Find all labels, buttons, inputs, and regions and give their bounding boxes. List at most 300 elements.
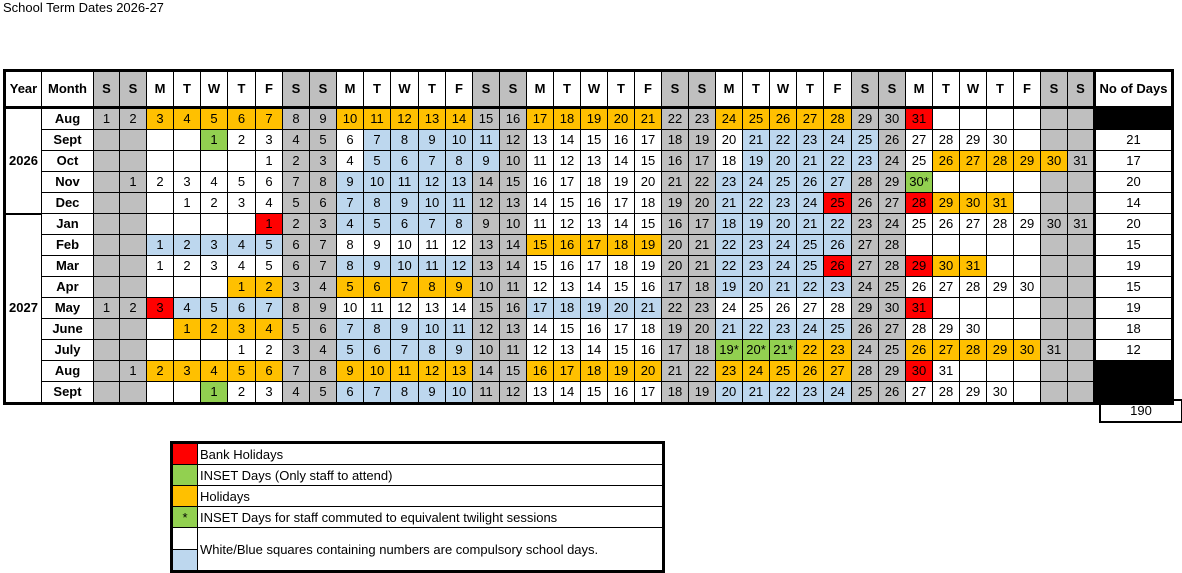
day-cell: 20 — [689, 193, 716, 214]
day-cell: 21 — [716, 319, 743, 340]
day-cell: 30 — [1041, 151, 1068, 172]
day-cell: 23 — [797, 130, 824, 151]
day-cell: 27 — [933, 340, 960, 361]
weekday-header: T — [933, 71, 960, 108]
day-cell: 5 — [256, 235, 283, 256]
day-cell: 21 — [743, 130, 770, 151]
day-cell — [1041, 298, 1068, 319]
day-cell: 21 — [797, 151, 824, 172]
month-label: Apr — [42, 277, 94, 298]
day-cell: 22 — [689, 172, 716, 193]
day-cell: 14 — [446, 298, 473, 319]
day-cell — [201, 214, 228, 235]
day-cell: 12 — [527, 340, 554, 361]
day-cell: 20 — [662, 256, 689, 277]
day-cell: 29 — [852, 108, 879, 130]
day-cell: 13 — [419, 108, 446, 130]
day-cell: 14 — [446, 108, 473, 130]
day-cell: 19 — [743, 214, 770, 235]
day-cell — [120, 319, 147, 340]
day-cell: 4 — [310, 340, 337, 361]
day-cell: 11 — [500, 340, 527, 361]
day-cell: 20 — [770, 214, 797, 235]
weekday-header: T — [743, 71, 770, 108]
month-label: May — [42, 298, 94, 319]
day-cell: 24 — [824, 382, 852, 404]
day-cell: 28 — [933, 382, 960, 404]
day-cell — [174, 340, 201, 361]
day-cell: 12 — [446, 256, 473, 277]
legend-item — [172, 443, 664, 465]
day-cell — [174, 382, 201, 404]
weekday-header: M — [337, 71, 364, 108]
day-cell: 26 — [824, 256, 852, 277]
day-cell — [1041, 172, 1068, 193]
year-label: 2026 — [5, 108, 42, 214]
weekday-header: M — [527, 71, 554, 108]
day-cell — [94, 340, 120, 361]
day-cell — [1041, 256, 1068, 277]
day-cell: 12 — [554, 214, 581, 235]
day-cell: 20 — [689, 319, 716, 340]
day-cell: 26 — [797, 361, 824, 382]
weekday-header: S — [662, 71, 689, 108]
day-cell: 30 — [960, 193, 987, 214]
day-cell: 27 — [852, 256, 879, 277]
day-cell: 17 — [608, 319, 635, 340]
day-cell: 9 — [391, 319, 419, 340]
day-cell: 27 — [797, 298, 824, 319]
day-cell: 1 — [147, 256, 174, 277]
day-cell: 1 — [174, 193, 201, 214]
day-cell: 2 — [147, 361, 174, 382]
day-cell: 18 — [554, 298, 581, 319]
day-cell: 12 — [446, 235, 473, 256]
month-label: Mar — [42, 256, 94, 277]
day-cell — [1068, 256, 1095, 277]
days-count — [1095, 108, 1173, 130]
total-days: 190 — [1099, 399, 1182, 423]
day-cell: 14 — [473, 172, 500, 193]
day-cell: 10 — [473, 340, 500, 361]
day-cell: 14 — [581, 340, 608, 361]
day-cell: 16 — [554, 235, 581, 256]
day-cell: 16 — [635, 277, 662, 298]
day-cell: 4 — [201, 361, 228, 382]
day-cell: 7 — [364, 130, 391, 151]
day-cell: 12 — [391, 298, 419, 319]
day-cell: 16 — [662, 214, 689, 235]
day-cell: 5 — [364, 214, 391, 235]
day-cell: 5 — [310, 382, 337, 404]
day-cell: 28 — [906, 193, 933, 214]
weekday-header: S — [94, 71, 120, 108]
day-cell: 16 — [554, 256, 581, 277]
day-cell: 14 — [500, 235, 527, 256]
day-cell: 5 — [256, 256, 283, 277]
day-cell: 12 — [527, 277, 554, 298]
day-cell — [201, 151, 228, 172]
day-cell: 18 — [716, 151, 743, 172]
day-cell: 19 — [581, 298, 608, 319]
day-cell: 13 — [473, 235, 500, 256]
day-cell: 16 — [608, 130, 635, 151]
day-cell: 8 — [446, 214, 473, 235]
day-cell: 12 — [473, 319, 500, 340]
day-cell: 6 — [337, 130, 364, 151]
day-cell: 21 — [662, 361, 689, 382]
day-cell: 28 — [879, 235, 906, 256]
month-label: Aug — [42, 361, 94, 382]
day-cell: 15 — [608, 340, 635, 361]
weekday-header: W — [581, 71, 608, 108]
day-cell: 4 — [283, 382, 310, 404]
day-cell — [1068, 340, 1095, 361]
day-cell: 8 — [364, 319, 391, 340]
day-cell: 31 — [1068, 151, 1095, 172]
weekday-header: M — [716, 71, 743, 108]
day-cell: 23 — [716, 361, 743, 382]
day-cell: 27 — [906, 382, 933, 404]
day-cell: 30* — [906, 172, 933, 193]
legend-swatch — [172, 528, 198, 572]
weekday-header: W — [201, 71, 228, 108]
day-cell: 23 — [824, 277, 852, 298]
day-cell: 25 — [824, 193, 852, 214]
day-cell: 21* — [770, 340, 797, 361]
day-cell: 21 — [689, 256, 716, 277]
day-cell: 4 — [228, 235, 256, 256]
day-cell: 5 — [310, 130, 337, 151]
day-cell: 29 — [933, 193, 960, 214]
day-cell: 7 — [337, 193, 364, 214]
day-cell: 9 — [310, 108, 337, 130]
day-cell: 30 — [1014, 277, 1041, 298]
day-cell: 17 — [554, 361, 581, 382]
day-cell: 26 — [906, 277, 933, 298]
weekday-header: T — [608, 71, 635, 108]
day-cell: 2 — [120, 108, 147, 130]
day-cell: 10 — [500, 151, 527, 172]
day-cell: 19 — [581, 108, 608, 130]
day-cell: 17 — [581, 256, 608, 277]
day-cell: 30 — [960, 319, 987, 340]
day-cell: 9 — [419, 382, 446, 404]
day-cell: 17 — [527, 298, 554, 319]
legend-swatch — [172, 465, 198, 486]
weekday-header: F — [824, 71, 852, 108]
day-cell: 8 — [283, 298, 310, 319]
day-cell: 24 — [879, 151, 906, 172]
day-cell: 5 — [201, 298, 228, 319]
day-cell: 22 — [716, 235, 743, 256]
day-cell — [906, 235, 933, 256]
day-cell: 10 — [391, 256, 419, 277]
legend-text: White/Blue squares containing numbers are compulsory school days. — [198, 528, 664, 572]
day-cell: 1 — [147, 235, 174, 256]
day-cell: 2 — [120, 298, 147, 319]
day-cell: 29 — [852, 298, 879, 319]
day-cell: 23 — [797, 382, 824, 404]
day-cell: 30 — [906, 361, 933, 382]
day-cell: 25 — [906, 151, 933, 172]
day-cell: 15 — [473, 108, 500, 130]
legend — [170, 441, 665, 573]
weekday-header: W — [391, 71, 419, 108]
day-cell: 21 — [662, 172, 689, 193]
day-cell — [94, 235, 120, 256]
day-cell: 3 — [283, 277, 310, 298]
day-cell: 1 — [256, 151, 283, 172]
day-cell: 11 — [446, 193, 473, 214]
day-cell: 8 — [419, 277, 446, 298]
day-cell: 24 — [743, 361, 770, 382]
day-cell: 16 — [662, 151, 689, 172]
day-cell: 27 — [852, 235, 879, 256]
day-cell: 13 — [554, 340, 581, 361]
day-cell: 10 — [473, 277, 500, 298]
day-cell: 8 — [283, 108, 310, 130]
day-cell: 11 — [419, 235, 446, 256]
day-cell — [1041, 319, 1068, 340]
day-cell: 3 — [201, 235, 228, 256]
day-cell: 24 — [743, 172, 770, 193]
day-cell — [1041, 277, 1068, 298]
day-cell: 8 — [310, 172, 337, 193]
day-cell: 19 — [716, 277, 743, 298]
day-cell: 23 — [852, 151, 879, 172]
day-cell: 3 — [256, 382, 283, 404]
legend-item — [172, 486, 664, 507]
day-cell: 19 — [662, 193, 689, 214]
weekday-header: T — [987, 71, 1014, 108]
day-cell — [1041, 130, 1068, 151]
day-cell: 14 — [608, 151, 635, 172]
day-cell: 2 — [147, 172, 174, 193]
day-cell: 26 — [770, 108, 797, 130]
day-cell: 18 — [635, 319, 662, 340]
month-row — [5, 130, 1173, 151]
day-cell: 16 — [527, 172, 554, 193]
day-cell: 7 — [310, 235, 337, 256]
day-cell: 13 — [527, 130, 554, 151]
weekday-header: W — [960, 71, 987, 108]
day-cell: 18 — [554, 108, 581, 130]
day-cell — [120, 151, 147, 172]
day-cell: 4 — [310, 277, 337, 298]
day-cell: 13 — [581, 151, 608, 172]
day-cell: 31 — [933, 361, 960, 382]
days-count-header: No of Days — [1095, 71, 1173, 108]
day-cell: 15 — [554, 319, 581, 340]
day-cell — [1041, 235, 1068, 256]
day-cell: 16 — [581, 319, 608, 340]
day-cell: 19 — [662, 319, 689, 340]
day-cell: 15 — [554, 193, 581, 214]
day-cell: 20 — [635, 172, 662, 193]
day-cell: 16 — [500, 108, 527, 130]
day-cell — [120, 256, 147, 277]
weekday-header: S — [1068, 71, 1095, 108]
day-cell: 17 — [689, 214, 716, 235]
day-cell: 26 — [906, 340, 933, 361]
day-cell: 4 — [256, 319, 283, 340]
weekday-header: T — [174, 71, 201, 108]
day-cell: 10 — [364, 172, 391, 193]
day-cell: 7 — [337, 319, 364, 340]
day-cell: 30 — [987, 382, 1014, 404]
day-cell: 26 — [824, 235, 852, 256]
day-cell: 6 — [256, 172, 283, 193]
day-cell: 9 — [446, 277, 473, 298]
day-cell: 28 — [852, 361, 879, 382]
day-cell: 11 — [419, 256, 446, 277]
day-cell: 31 — [1068, 214, 1095, 235]
day-cell: 14 — [581, 277, 608, 298]
day-cell: 1 — [256, 214, 283, 235]
day-cell: 22 — [716, 256, 743, 277]
day-cell: 9 — [364, 256, 391, 277]
month-row — [5, 172, 1173, 193]
day-cell: 21 — [797, 214, 824, 235]
day-cell — [120, 214, 147, 235]
day-cell: 3 — [201, 256, 228, 277]
day-cell: 18 — [689, 277, 716, 298]
day-cell — [147, 382, 174, 404]
day-cell: 6 — [391, 214, 419, 235]
day-cell: 8 — [446, 151, 473, 172]
day-cell: 9 — [337, 172, 364, 193]
day-cell: 6 — [310, 319, 337, 340]
day-cell: 6 — [228, 298, 256, 319]
day-cell: 20 — [608, 298, 635, 319]
day-cell: 11 — [446, 319, 473, 340]
day-cell: 12 — [391, 108, 419, 130]
day-cell — [1068, 298, 1095, 319]
day-cell: 7 — [256, 108, 283, 130]
day-cell: 19 — [635, 235, 662, 256]
day-cell: 3 — [310, 214, 337, 235]
day-cell: 26 — [770, 298, 797, 319]
day-cell: 18 — [662, 382, 689, 404]
day-cell — [94, 151, 120, 172]
legend-item — [172, 465, 664, 486]
day-cell: 25 — [770, 361, 797, 382]
day-cell: 23 — [743, 256, 770, 277]
day-cell: 11 — [364, 108, 391, 130]
weekday-header: F — [1014, 71, 1041, 108]
day-cell: 10 — [500, 214, 527, 235]
day-cell: 19 — [608, 172, 635, 193]
day-cell: 5 — [283, 193, 310, 214]
day-cell: 23 — [689, 298, 716, 319]
day-cell: 13 — [446, 361, 473, 382]
day-cell — [201, 277, 228, 298]
day-cell: 7 — [364, 382, 391, 404]
legend-item — [172, 528, 664, 572]
weekday-header: M — [906, 71, 933, 108]
day-cell: 4 — [201, 172, 228, 193]
day-cell — [94, 256, 120, 277]
month-row — [5, 214, 1173, 235]
day-cell: 21 — [770, 277, 797, 298]
day-cell: 20 — [662, 235, 689, 256]
day-cell: 27 — [933, 277, 960, 298]
days-count: 18 — [1095, 319, 1173, 340]
day-cell: 6 — [391, 151, 419, 172]
day-cell: 14 — [554, 382, 581, 404]
days-count: 21 — [1095, 130, 1173, 151]
legend-swatch — [172, 443, 198, 465]
day-cell: 29 — [987, 340, 1014, 361]
legend-item — [172, 507, 664, 528]
day-cell: 24 — [824, 130, 852, 151]
day-cell: 12 — [500, 382, 527, 404]
day-cell: 27 — [879, 193, 906, 214]
day-cell — [94, 172, 120, 193]
day-cell: 13 — [500, 193, 527, 214]
day-cell — [147, 340, 174, 361]
day-cell: 17 — [689, 151, 716, 172]
day-cell: 1 — [201, 382, 228, 404]
day-cell: 9 — [473, 214, 500, 235]
month-label: Aug — [42, 108, 94, 130]
day-cell: 15 — [635, 151, 662, 172]
day-cell: 17 — [662, 340, 689, 361]
day-cell — [120, 382, 147, 404]
month-row — [5, 319, 1173, 340]
day-cell: 25 — [797, 256, 824, 277]
day-cell: 15 — [473, 298, 500, 319]
day-cell: 3 — [174, 172, 201, 193]
day-cell: 25 — [797, 235, 824, 256]
day-cell: 6 — [283, 256, 310, 277]
day-cell — [120, 193, 147, 214]
day-cell: 11 — [391, 172, 419, 193]
day-cell: 30 — [1014, 340, 1041, 361]
day-cell: 30 — [879, 298, 906, 319]
day-cell: 10 — [337, 108, 364, 130]
day-cell: 10 — [337, 298, 364, 319]
day-cell: 16 — [608, 382, 635, 404]
day-cell: 4 — [337, 151, 364, 172]
day-cell: 3 — [228, 193, 256, 214]
day-cell: 29 — [1014, 151, 1041, 172]
day-cell: 2 — [256, 340, 283, 361]
day-cell: 14 — [500, 256, 527, 277]
day-cell: 30 — [933, 256, 960, 277]
day-cell: 30 — [879, 108, 906, 130]
day-cell: 25 — [906, 214, 933, 235]
day-cell: 1 — [120, 361, 147, 382]
day-cell: 9 — [419, 130, 446, 151]
day-cell: 6 — [364, 340, 391, 361]
day-cell: 26 — [933, 151, 960, 172]
day-cell: 2 — [174, 256, 201, 277]
day-cell: 18 — [716, 214, 743, 235]
day-cell: 11 — [391, 361, 419, 382]
legend-text: Bank Holidays — [198, 443, 664, 465]
day-cell: 15 — [527, 235, 554, 256]
page-title: School Term Dates 2026-27 — [3, 0, 164, 15]
day-cell — [1041, 108, 1068, 130]
day-cell — [147, 151, 174, 172]
legend-swatch — [172, 486, 198, 507]
day-cell — [960, 235, 987, 256]
day-cell — [94, 361, 120, 382]
day-cell: 13 — [554, 277, 581, 298]
weekday-header: T — [554, 71, 581, 108]
